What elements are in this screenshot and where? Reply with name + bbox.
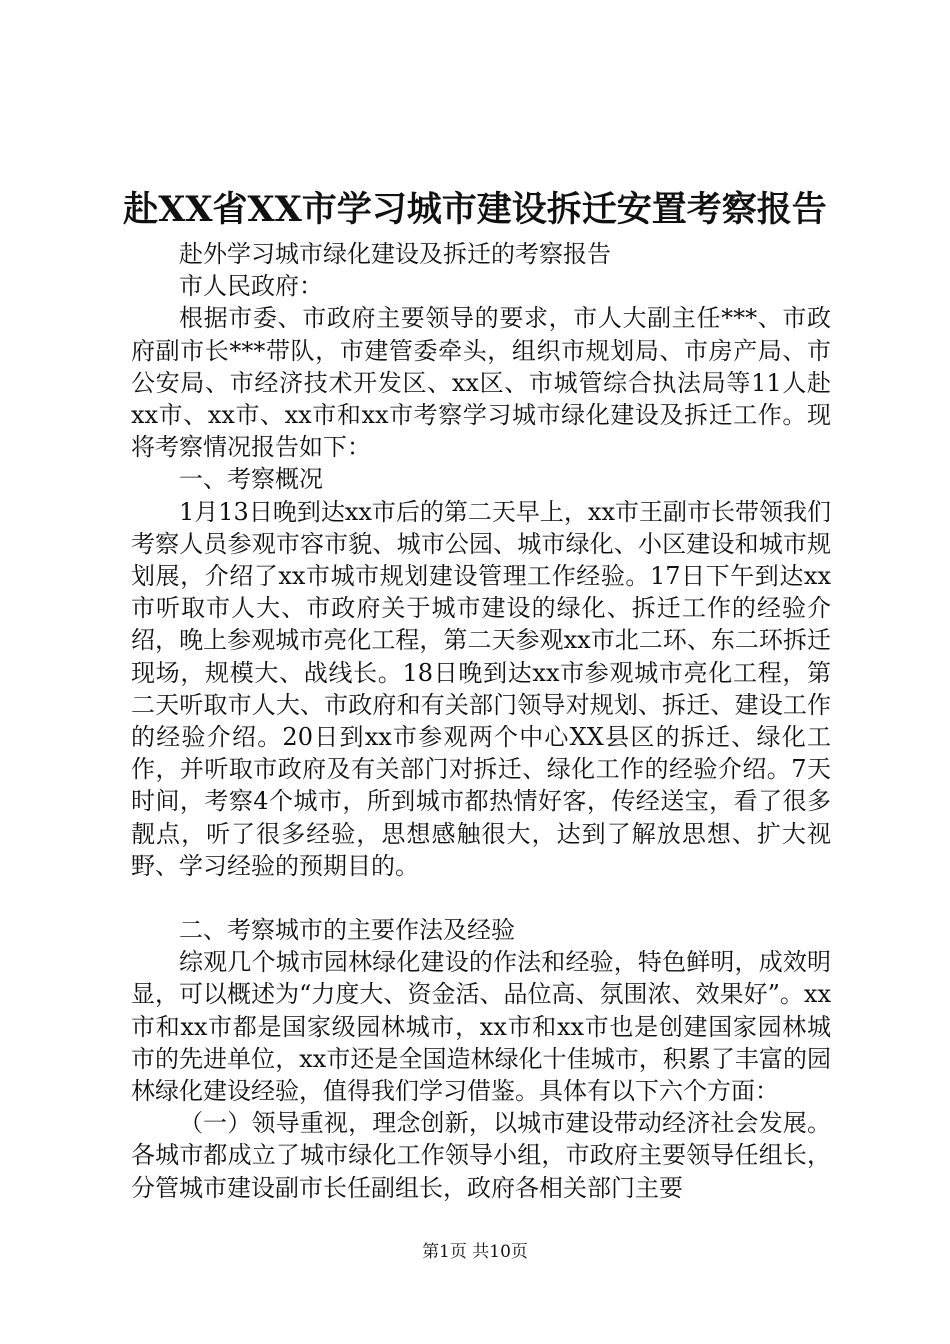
- section-heading-overview: 一、考察概况: [179, 465, 323, 494]
- page-footer: 第1页 共10页: [422, 1242, 528, 1262]
- paragraph-point-one: （一）领导重视，理念创新，以城市建设带动经济社会发展。各城市都成立了城市绿化工作领导小组，市政府主要领导任组长，分管城市建设副市长任副组长，政府各相关部门主要: [131, 1109, 831, 1202]
- section-heading-practices: 二、考察城市的主要作法及经验: [179, 916, 515, 945]
- paragraph-practices: 综观几个城市园林绿化建设的作法和经验，特色鲜明，成效明显，可以概述为“力度大、资金活、品位高、氛围浓、效果好”。xx市和xx市都是国家级园林城市，xx市和xx市也是创建国家园林城市的先进单位，xx市还是全国造林绿化十佳城市，积累了丰富的园林绿化建设经验，值得我们学习借鉴。具体有以下六个方面：: [131, 948, 831, 1106]
- paragraph-addressee: 市人民政府：: [179, 272, 323, 301]
- document-title: 赴XX省XX市学习城市建设拆迁安置考察报告: [123, 189, 827, 230]
- document-body: [131, 238, 831, 1204]
- paragraph-overview: 1月13日晚到达xx市后的第二天早上，xx市王副市长带领我们考察人员参观市容市貌、城市公园、城市绿化、小区建设和城市规划展，介绍了xx市城市规划建设管理工作经验。17日下午到达xx市听取市人大、市政府关于城市建设的绿化、拆迁工作的经验介绍，晚上参观城市亮化工程，第二天参观xx市北二环、东二环拆迁现场，规模大、战线长。18日晚到达xx市参观城市亮化工程，第二天听取市人大、市政府和有关部门领导对规划、拆迁、建设工作的经验介绍。20日到xx市参观两个中心XX县区的拆迁、绿化工作，并听取市政府及有关部门对拆迁、绿化工作的经验介绍。7天时间，考察4个城市，所到城市都热情好客，传经送宝，看了很多靓点，听了很多经验，思想感触很大，达到了解放思想、扩大视野、学习经验的预期目的。: [131, 497, 831, 880]
- paragraph-intro: 根据市委、市政府主要领导的要求，市人大副主任***、市政府副市长***带队，市建管委牵头，组织市规划局、市房产局、市公安局、市经济技术开发区、xx区、市城管综合执法局等11人赴xx市、xx市、xx市和xx市考察学习城市绿化建设及拆迁工作。现将考察情况报告如下：: [131, 304, 831, 462]
- paragraph-subtitle: 赴外学习城市绿化建设及拆迁的考察报告: [179, 240, 611, 268]
